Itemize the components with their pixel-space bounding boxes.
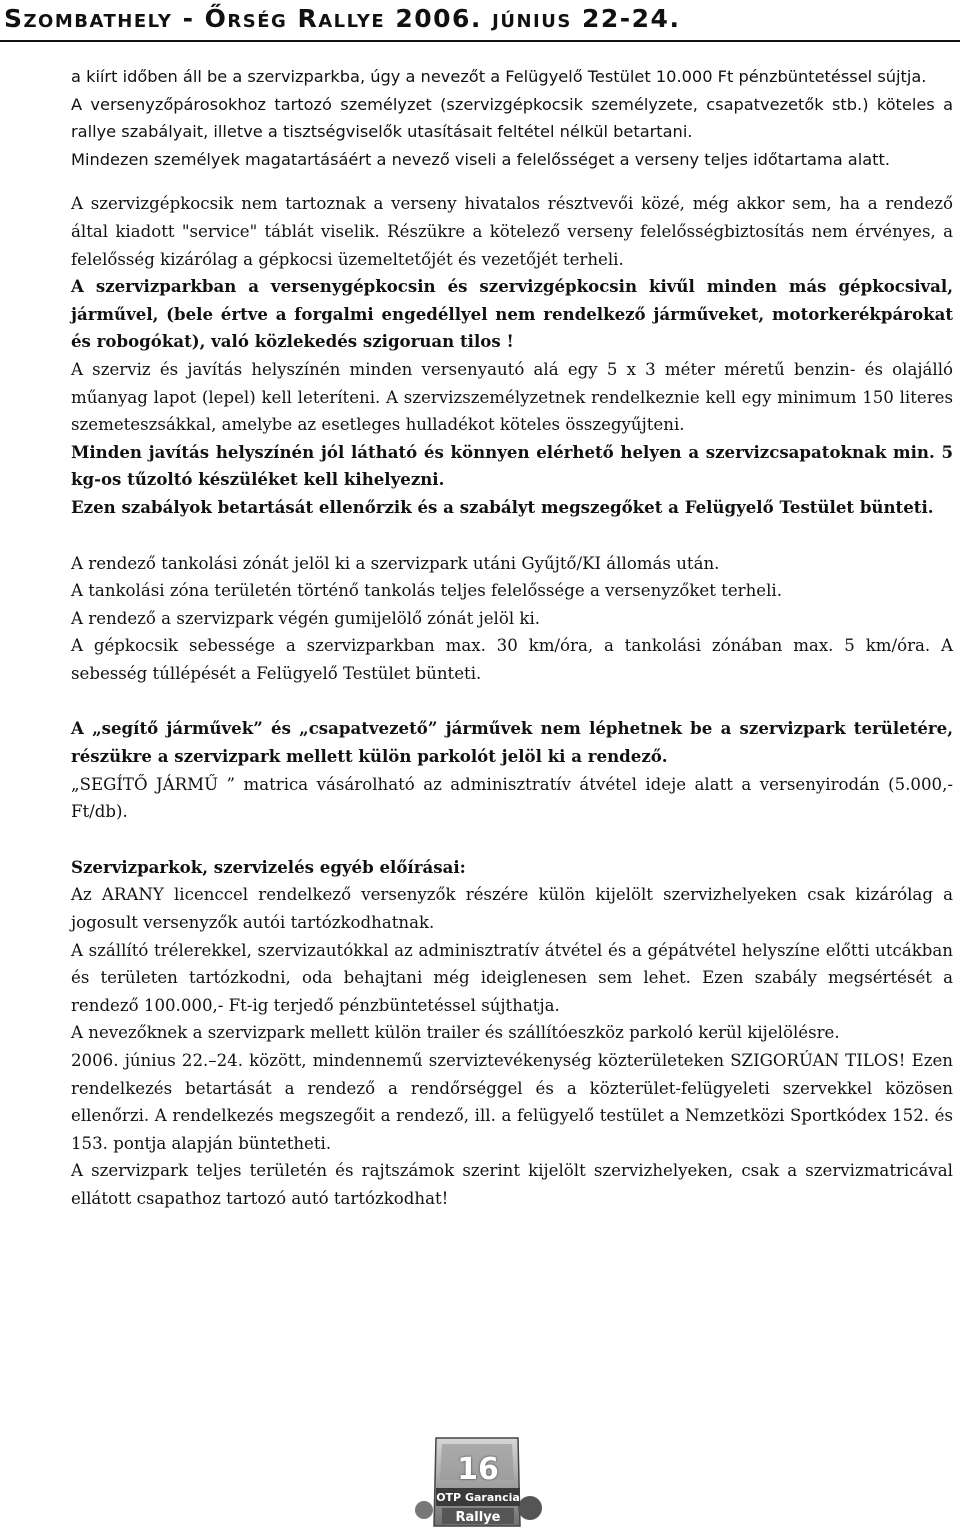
header-title: Szombathely - Őrség Rallye 2006. június 22-24.	[4, 4, 681, 33]
section-heading: Szervizparkok, szervizelés egyéb előírásai:	[71, 856, 466, 877]
spacer	[71, 687, 953, 715]
paragraph-trailer-parking: A nevezőknek a szervizpark mellett külön trailer és szállítóeszköz parkoló kerül kijelölésre.	[71, 1023, 840, 1043]
paragraph-penalty: a kiírt időben áll be a szervizparkba, úgy a nevezőt a Felügyelő Testület 10.000 Ft pénzbüntetéssel sújtja.	[71, 67, 927, 86]
paragraph-support-vehicles: A „segítő járművek” és „csapatvezető” járművek nem léphetnek be a szervizpark területére, részükre a szervizpark mellett külön parkolót jelöl ki a rendező.	[71, 718, 953, 767]
paragraph-refuel-responsibility: A tankolási zóna területén történő tankolás teljes felelőssége a versenyzőket terheli.	[71, 581, 783, 601]
paragraph-gold-licence: Az ARANY licenccel rendelkező versenyzők részére külön kijelölt szervizhelyeken csak kizárólag a jogosult versenyzők autói tartózkodhatnak.	[71, 885, 953, 933]
paragraph-trailers: A szállító trélerekkel, szervizautókkal az adminisztratív átvétel és a gépátvétel helyszíne előtti utcákban és területen tartózkodni, oda behajtani még ideiglenesen sem lehet. Ezen szabály megsértését a rendező 100.000,- Ft-ig terjedő pénzbüntetéssel sújthatja.	[71, 940, 953, 1015]
paragraph-enforcement: Ezen szabályok betartását ellenőrzik és a szabályt megszegőket a Felügyelő Testület bünteti.	[71, 496, 934, 517]
paragraph-fire-extinguisher: Minden javítás helyszínén jól látható és könnyen elérhető helyen a szervizcsapatoknak min. 5 kg-os tűzoltó készüléket kell kihelyezni.	[71, 441, 953, 490]
page-header	[0, 0, 960, 40]
paragraph-sticker: „SEGÍTŐ JÁRMŰ ” matrica vásárolható az adminisztratív átvétel ideje alatt a versenyirodán (5.000,- Ft/db).	[71, 774, 953, 822]
paragraph-refuel-zone: A rendező tankolási zónát jelöl ki a szervizpark utáni Gyűjtő/KI állomás után.	[71, 553, 720, 573]
logo-text-top: OTP Garancia	[436, 1491, 520, 1504]
paragraph-tyre-marking: A rendező a szervizpark végén gumijelölő zónát jelöl ki.	[71, 608, 541, 628]
spacer	[71, 826, 953, 854]
page-number: 16	[457, 1452, 499, 1487]
paragraph-public-ban: 2006. június 22.–24. között, mindennemű szerviztevékenység közterületeken SZIGORÚAN TILOS! Ezen rendelkezés betartását a rendező a rendőrséggel és a közterület-felügyeleti szervekkel közösen ellenőrzi. A rendelkezés megszegőit a rendező, ill. a felügyelő testület a Nemzetközi Sportkódex 152. és 153. pontja alapján büntetheti.	[71, 1051, 953, 1153]
paragraph-speed-limit: A gépkocsik sebessége a szervizparkban max. 30 km/óra, a tankolási zónában max. 5 km/óra. A sebesség túllépését a Felügyelő Testület bünteti.	[71, 636, 953, 683]
document-body	[71, 63, 953, 1213]
paragraph-traffic-ban: A szervizparkban a versenygépkocsin és szervizgépkocsin kivűl minden más gépkocsival, járművel, (bele értve a forgalmi engedéllyel nem rendelkező járműveket, motorkerékpárokat és robogókat), való közlekedés szigoruan tilos !	[71, 276, 953, 352]
paragraph-service-sticker: A szervizpark teljes területén és rajtszámok szerint kijelölt szervizhelyeken, csak a szervizmatricával ellátott csapathoz tartozó autó tartózkodhat!	[71, 1161, 953, 1208]
paragraph-responsibility: Mindezen személyek magatartásáért a nevező viseli a felelősséget a verseny teljes időtartama alatt.	[71, 149, 890, 169]
paragraph-crew-rules: A versenyzőpárosokhoz tartozó személyzet (szervizgépkocsik személyzete, csapatvezetők stb.) köteles a rallye szabályait, illetve a tisztségviselők utasításait feltétel nélkül betartani.	[71, 94, 953, 142]
paragraph-service-cars: A szervizgépkocsik nem tartoznak a verseny hivatalos résztvevői közé, még akkor sem, ha a rendező által kiadott "service" táblát viselik. Részükre a kötelező verseny felelősségbiztosítás nem érvényes, a felelősség kizárólag a gépkocsi üzemeltetőjét és vezetőjét terheli.	[71, 194, 953, 269]
header-divider	[0, 40, 960, 42]
spacer	[71, 173, 953, 190]
paragraph-ground-sheet: A szerviz és javítás helyszínén minden versenyautó alá egy 5 x 3 méter méretű benzin- és olajálló műanyag lapot (lepel) kell leteríteni. A szervizszemélyzetnek rendelkeznie kell egy minimum 150 literes szemeteszsákkal, amelybe az esetleges hulladékot köteles összegyűjteni.	[71, 359, 953, 435]
logo-text-bottom: Rallye	[455, 1510, 501, 1525]
spacer	[71, 522, 953, 550]
